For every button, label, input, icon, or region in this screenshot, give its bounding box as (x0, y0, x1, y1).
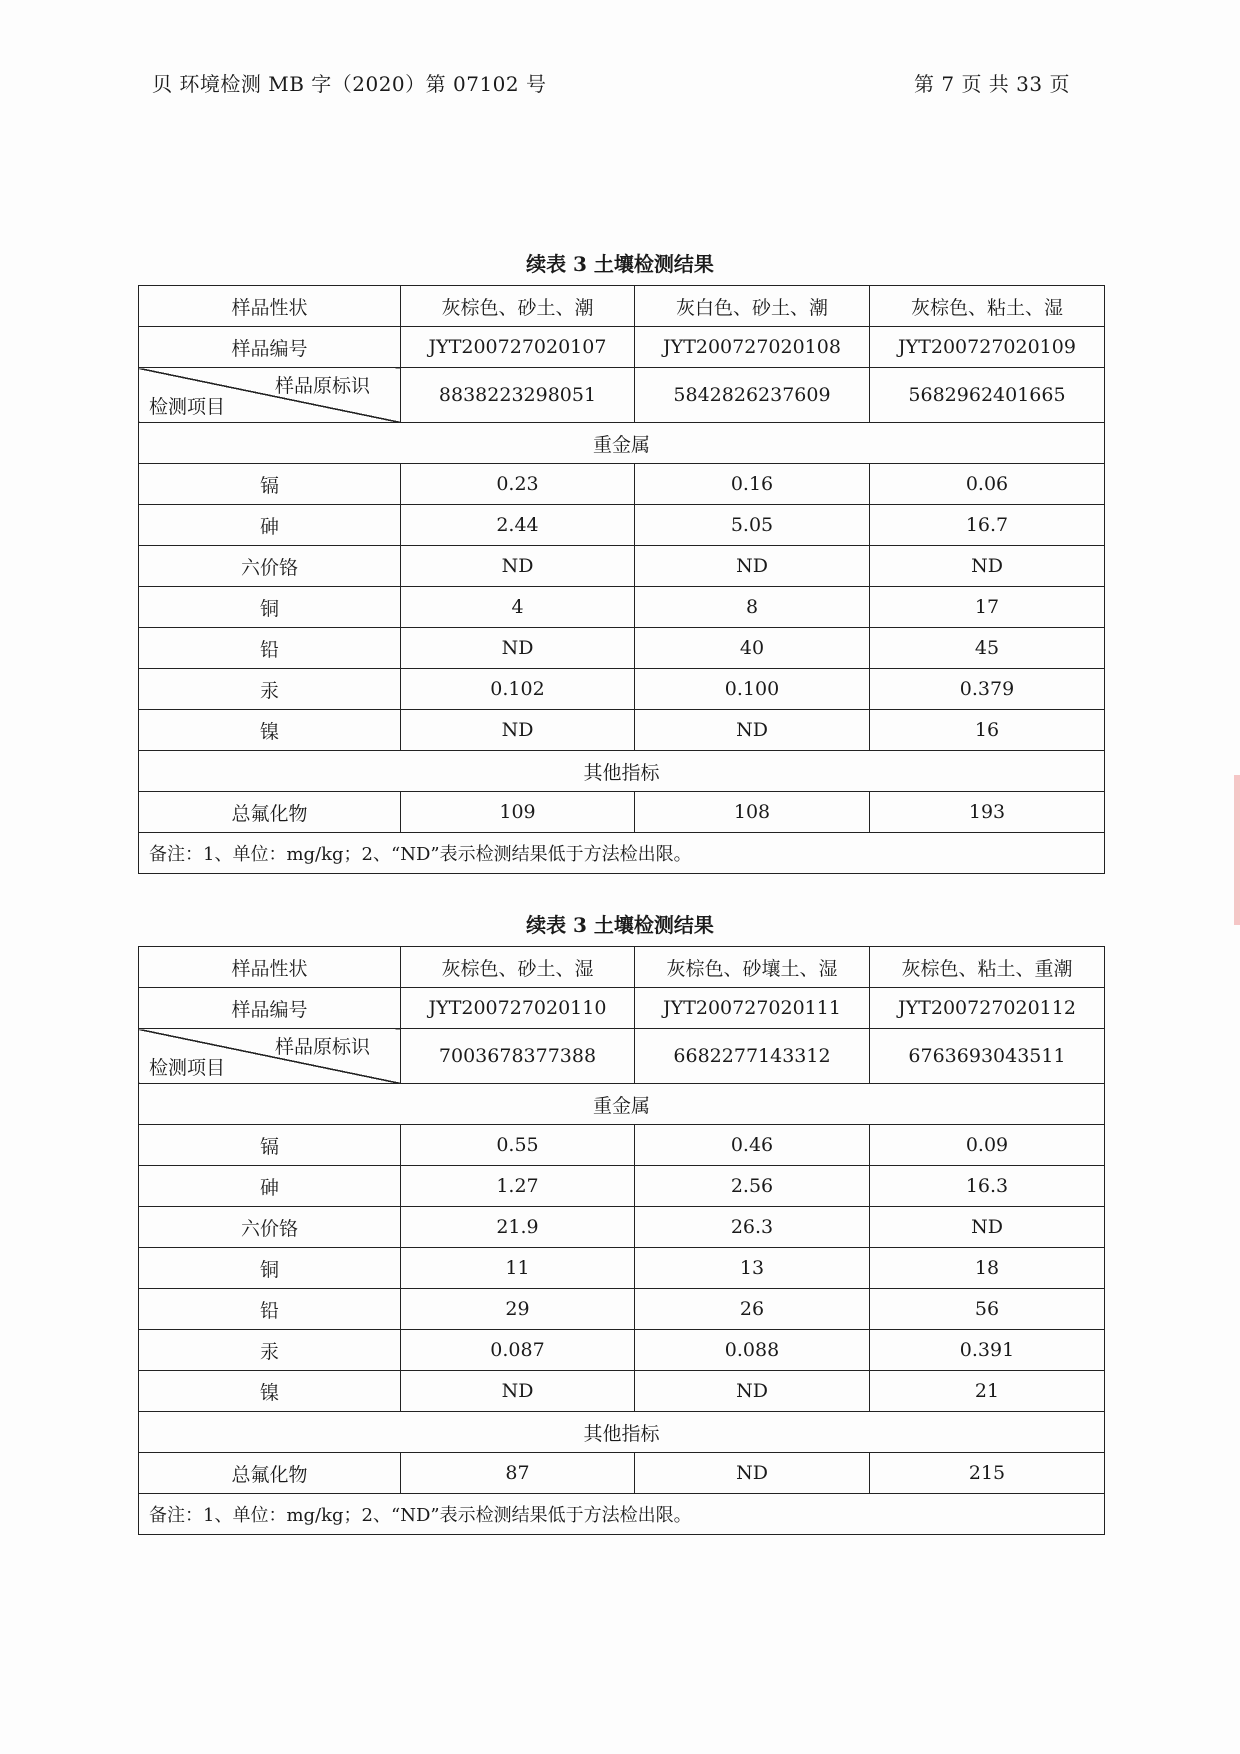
original-id: 8838223298051 (401, 368, 635, 423)
result-value: 26 (635, 1289, 870, 1330)
sample-property: 灰棕色、砂土、潮 (401, 286, 635, 327)
result-value: 0.09 (870, 1125, 1105, 1166)
item-label: 检测项目 (149, 1057, 226, 1079)
analyte-name: 砷 (139, 1166, 401, 1207)
table-note: 备注：1、单位：mg/kg；2、“ND”表示检测结果低于方法检出限。 (139, 833, 1105, 874)
result-value: 0.16 (635, 464, 870, 505)
result-value: 16 (870, 710, 1105, 751)
result-value: 40 (635, 628, 870, 669)
section-heading: 其他指标 (139, 1412, 1105, 1453)
analyte-name: 铅 (139, 1289, 401, 1330)
analyte-name: 汞 (139, 1330, 401, 1371)
result-value: 0.391 (870, 1330, 1105, 1371)
result-value: 2.56 (635, 1166, 870, 1207)
analyte-name: 总氟化物 (139, 792, 401, 833)
table-title: 续表 3 土壤检测结果 (526, 913, 714, 937)
result-value: 11 (401, 1248, 635, 1289)
result-value: 193 (870, 792, 1105, 833)
diagonal-header-cell (139, 368, 401, 423)
sample-number: JYT200727020112 (870, 988, 1105, 1029)
row-label: 样品编号 (139, 327, 401, 368)
sample-number: JYT200727020110 (401, 988, 635, 1029)
original-id: 6763693043511 (870, 1029, 1105, 1084)
seal-edge-mark (1234, 775, 1240, 925)
result-value: 18 (870, 1248, 1105, 1289)
result-value: 21.9 (401, 1207, 635, 1248)
sample-number: JYT200727020108 (635, 327, 870, 368)
sample-number: JYT200727020109 (870, 327, 1105, 368)
result-value: 8 (635, 587, 870, 628)
result-value: 2.44 (401, 505, 635, 546)
sample-property: 灰棕色、粘土、重潮 (870, 947, 1105, 988)
result-value: 108 (635, 792, 870, 833)
original-id: 5842826237609 (635, 368, 870, 423)
result-value: 215 (870, 1453, 1105, 1494)
sample-property: 灰棕色、粘土、湿 (870, 286, 1105, 327)
analyte-name: 砷 (139, 505, 401, 546)
sample-property: 灰棕色、砂土、湿 (401, 947, 635, 988)
analyte-name: 镉 (139, 1125, 401, 1166)
result-value: ND (635, 1453, 870, 1494)
original-id: 7003678377388 (401, 1029, 635, 1084)
result-value: 56 (870, 1289, 1105, 1330)
sample-property: 灰白色、砂土、潮 (635, 286, 870, 327)
diagonal-header-cell (139, 1029, 401, 1084)
result-value: 0.100 (635, 669, 870, 710)
sample-property: 灰棕色、砂壤土、湿 (635, 947, 870, 988)
orig-id-label: 样品原标识 (274, 1036, 370, 1058)
analyte-name: 六价铬 (139, 546, 401, 587)
result-value: 0.46 (635, 1125, 870, 1166)
analyte-name: 总氟化物 (139, 1453, 401, 1494)
result-value: ND (401, 1371, 635, 1412)
analyte-name: 镍 (139, 1371, 401, 1412)
section-heading: 重金属 (139, 423, 1105, 464)
item-label: 检测项目 (149, 396, 226, 418)
result-value: 16.7 (870, 505, 1105, 546)
result-value: 29 (401, 1289, 635, 1330)
analyte-name: 铅 (139, 628, 401, 669)
section-heading: 其他指标 (139, 751, 1105, 792)
table-note: 备注：1、单位：mg/kg；2、“ND”表示检测结果低于方法检出限。 (139, 1494, 1105, 1535)
result-value: 5.05 (635, 505, 870, 546)
analyte-name: 铜 (139, 587, 401, 628)
analyte-name: 镍 (139, 710, 401, 751)
sample-number: JYT200727020107 (401, 327, 635, 368)
result-value: ND (635, 1371, 870, 1412)
result-value: 0.23 (401, 464, 635, 505)
result-value: ND (401, 546, 635, 587)
soil-results-table (138, 946, 1105, 1535)
result-value: 0.087 (401, 1330, 635, 1371)
result-value: 26.3 (635, 1207, 870, 1248)
result-value: 45 (870, 628, 1105, 669)
orig-id-label: 样品原标识 (274, 375, 370, 397)
result-value: 16.3 (870, 1166, 1105, 1207)
result-value: 0.55 (401, 1125, 635, 1166)
analyte-name: 汞 (139, 669, 401, 710)
row-label: 样品性状 (139, 286, 401, 327)
result-value: ND (401, 710, 635, 751)
sample-number: JYT200727020111 (635, 988, 870, 1029)
result-value: 21 (870, 1371, 1105, 1412)
original-id: 5682962401665 (870, 368, 1105, 423)
result-value: 4 (401, 587, 635, 628)
row-label: 样品编号 (139, 988, 401, 1029)
result-value: 1.27 (401, 1166, 635, 1207)
soil-results-table (138, 285, 1105, 874)
row-label: 样品性状 (139, 947, 401, 988)
result-value: ND (635, 710, 870, 751)
result-value: 0.088 (635, 1330, 870, 1371)
result-value: 109 (401, 792, 635, 833)
result-value: 13 (635, 1248, 870, 1289)
report-header-left: 贝 环境检测 MB 字（2020）第 07102 号 (152, 72, 547, 96)
result-value: 17 (870, 587, 1105, 628)
analyte-name: 镉 (139, 464, 401, 505)
analyte-name: 铜 (139, 1248, 401, 1289)
result-value: 0.379 (870, 669, 1105, 710)
result-value: 0.06 (870, 464, 1105, 505)
result-value: 0.102 (401, 669, 635, 710)
table-title: 续表 3 土壤检测结果 (526, 252, 714, 276)
result-value: ND (401, 628, 635, 669)
section-heading: 重金属 (139, 1084, 1105, 1125)
result-value: ND (870, 1207, 1105, 1248)
result-value: ND (870, 546, 1105, 587)
analyte-name: 六价铬 (139, 1207, 401, 1248)
result-value: ND (635, 546, 870, 587)
page-number: 第 7 页 共 33 页 (914, 72, 1070, 96)
result-value: 87 (401, 1453, 635, 1494)
original-id: 6682277143312 (635, 1029, 870, 1084)
